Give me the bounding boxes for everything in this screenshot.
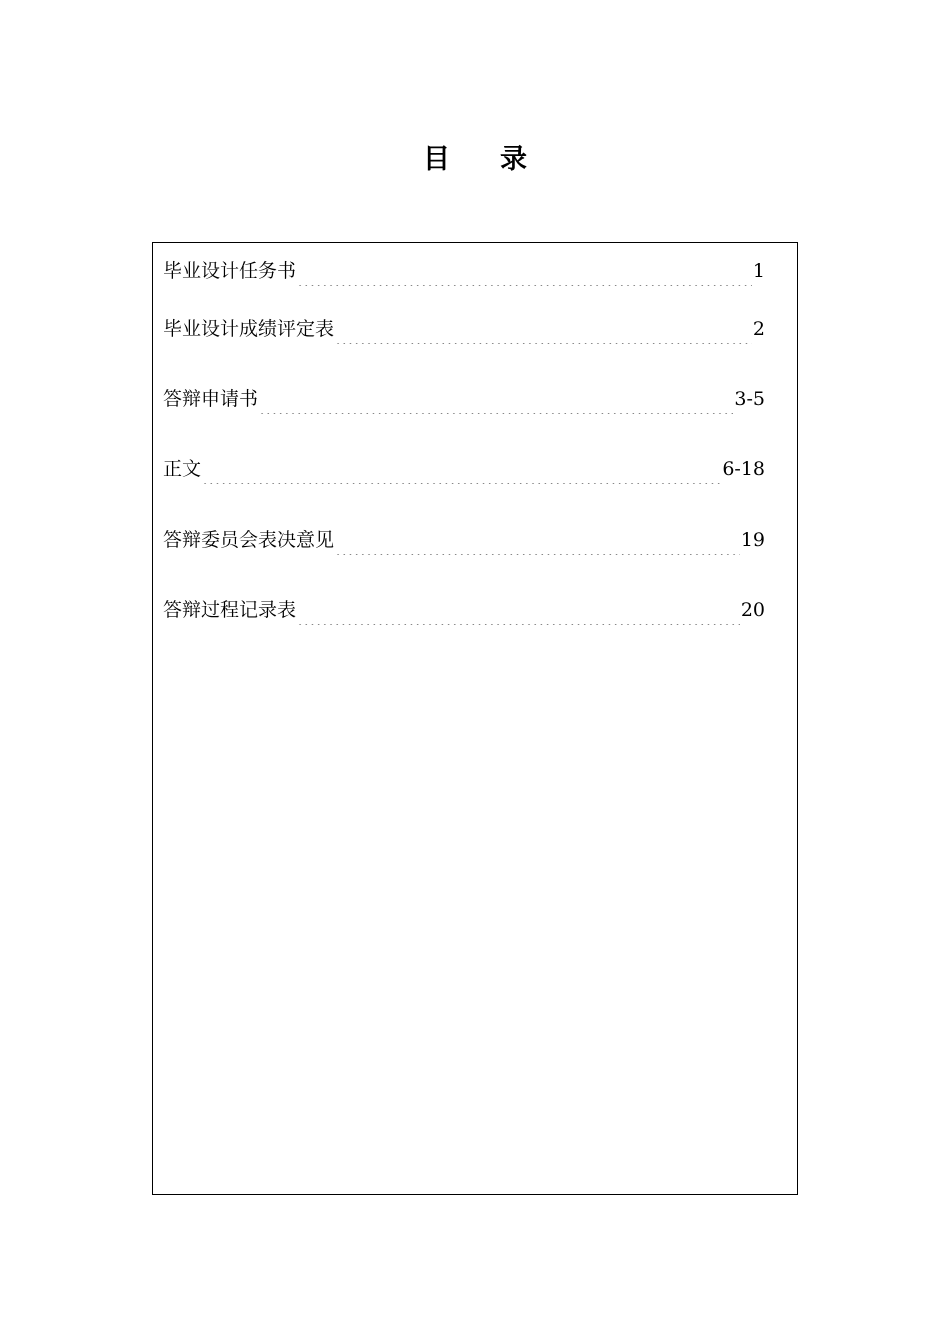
toc-entry-defense-record[interactable]: [163, 595, 765, 625]
dot-leader: [202, 454, 721, 484]
toc-entry-label: 正文: [163, 458, 202, 480]
toc-entry-label: 答辩申请书: [163, 388, 259, 410]
toc-entry-page-number: 3-5: [734, 388, 765, 410]
toc-entry-main-text[interactable]: [163, 454, 765, 484]
toc-entry-committee-vote[interactable]: [163, 525, 765, 555]
dot-leader: [297, 256, 752, 286]
toc-entry-label: 答辩过程记录表: [163, 599, 297, 621]
toc-entry-page-number: 6-18: [722, 458, 765, 480]
toc-entry-label: 答辩委员会表决意见: [163, 529, 335, 551]
dot-leader: [335, 525, 740, 555]
toc-entry-page-number: 2: [752, 318, 765, 340]
toc-entry-page-number: 19: [740, 529, 765, 551]
toc-entry-label: 毕业设计任务书: [163, 260, 297, 282]
dot-leader: [335, 314, 752, 344]
title-char-2: 录: [500, 144, 527, 175]
toc-entry-task-book[interactable]: [163, 256, 765, 286]
toc-entry-label: 毕业设计成绩评定表: [163, 318, 335, 340]
toc-entry-page-number: 20: [740, 599, 765, 621]
toc-entry-page-number: 1: [752, 260, 765, 282]
toc-entry-grade-form[interactable]: [163, 314, 765, 344]
page-title: [0, 140, 950, 180]
title-char-1: 目: [423, 144, 450, 175]
dot-leader: [259, 384, 733, 414]
dot-leader: [297, 595, 740, 625]
table-of-contents-box: [152, 242, 798, 1195]
toc-entry-defense-application[interactable]: [163, 384, 765, 414]
